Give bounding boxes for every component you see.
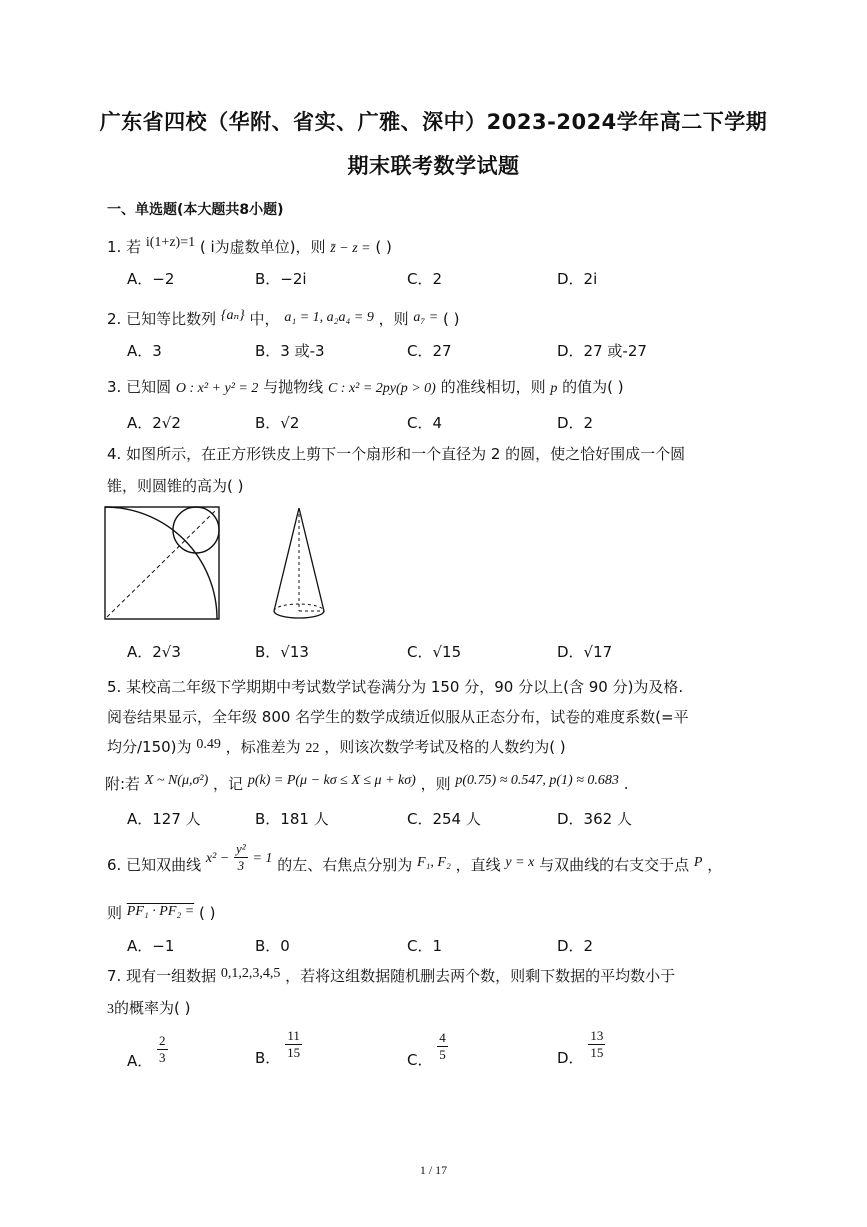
q5-difficulty: 0.49 <box>196 737 221 752</box>
q7-option-a-num: 2 <box>159 1033 166 1048</box>
q3-option-b: B．√2 <box>255 414 300 432</box>
q6-option-b: B．0 <box>255 937 290 955</box>
q1-mid: ( i为虚数单位)，则 <box>199 238 326 256</box>
q6-dot-product: PF₁ · PF₂ = <box>126 904 195 919</box>
q6-eq-pre: x² − <box>205 851 230 866</box>
q7-option-d-label: D． <box>557 1049 584 1067</box>
q7-option-b-label: B． <box>255 1049 281 1067</box>
q1-expr2: z̄ − z = <box>330 241 371 256</box>
question-4-line1: 4. 如图所示，在正方形铁皮上剪下一个扇形和一个直径为 2 的圆，使之恰好围成一个圆 <box>107 445 686 463</box>
q7-option-c-den: 5 <box>439 1047 446 1062</box>
q6-text2: ，直线 <box>455 856 501 874</box>
section-heading: 一、单选题(本大题共8小题) <box>107 202 284 218</box>
q4-option-c: C．√15 <box>407 643 462 661</box>
q4-option-d: D．√17 <box>557 643 613 661</box>
q5-note-dist: X ~ N(μ,σ²) <box>144 773 209 788</box>
q2-text1: 中， <box>249 310 280 328</box>
cone-left-edge <box>274 508 299 611</box>
q2-target: a₇ = <box>413 310 439 325</box>
q2-cond: a₁ = 1, a₂a₄ = 9 <box>284 310 374 325</box>
q6-frac-den: 3 <box>237 858 245 873</box>
cone-figure <box>268 505 330 623</box>
q7-text1: 7. 现有一组数据 <box>107 967 217 985</box>
q6-text1: 的左、右焦点分别为 <box>277 856 413 874</box>
question-7-line2 <box>107 997 190 1018</box>
q2-end: ( ) <box>443 310 460 328</box>
q5-note-period: . <box>623 775 629 793</box>
q5-line3-text-e: ，则该次数学考试及格的人数约为( ) <box>324 738 566 756</box>
question-5-line1: 5. 某校高二年级下学期期中考试数学试卷满分为 150 分，90 分以上(含 90 分)为及格. <box>107 678 684 696</box>
question-6-line2 <box>107 902 215 923</box>
q1-option-a: A．−2 <box>127 270 175 288</box>
q6-eq-post: = 1 <box>252 851 273 866</box>
q7-option-d-num: 13 <box>590 1028 604 1043</box>
sector-arc <box>105 507 217 619</box>
q7-option-c-num: 4 <box>439 1030 446 1045</box>
q6-number: 6. 已知双曲线 <box>107 856 202 874</box>
q2-option-c: C．27 <box>407 342 452 360</box>
q2-number: 2. 已知等比数列 <box>107 310 217 328</box>
page-number: 1 / 17 <box>419 1163 448 1177</box>
q7-option-c-fraction <box>437 1030 448 1063</box>
q3-option-c: C．4 <box>407 414 443 432</box>
q7-option-b-num: 11 <box>285 1028 302 1045</box>
question-6-line1 <box>107 841 723 882</box>
question-2 <box>107 308 460 329</box>
q6-end: ( ) <box>198 904 216 922</box>
q5-note-text-e: ，则 <box>420 775 451 793</box>
q7-option-b-den: 15 <box>287 1045 301 1060</box>
q6-point: P <box>693 855 703 870</box>
q7-text3: 的概率为( ) <box>114 999 191 1017</box>
q7-option-d-fraction <box>588 1028 605 1061</box>
q7-option-a-den: 3 <box>159 1050 166 1065</box>
square-sector-figure <box>103 505 223 621</box>
q7-option-c-label: C． <box>407 1051 433 1069</box>
q3-option-d: D．2 <box>557 414 594 432</box>
cone-right-edge <box>299 508 324 611</box>
q4-option-b: B．√13 <box>255 643 309 661</box>
q1-expr: i(1+z)=1 <box>145 235 196 250</box>
q5-note-text-c: ，记 <box>213 775 244 793</box>
q6-option-c: C．1 <box>407 937 443 955</box>
q7-option-d <box>557 1028 605 1067</box>
q7-data-set: 0,1,2,3,4,5 <box>220 966 281 981</box>
q2-seq: {aₙ} <box>220 308 245 323</box>
exam-title-line1: 广东省四校（华附、省实、广雅、深中）2023-2024学年高二下学期 <box>99 110 768 134</box>
q3-text1: 与抛物线 <box>263 378 324 396</box>
q2-option-b: B．3 或-3 <box>255 342 325 360</box>
q7-option-d-den: 15 <box>590 1045 604 1060</box>
q3-p: p <box>550 381 558 396</box>
q6-frac-num: y² <box>236 841 246 856</box>
q3-text2: 的准线相切，则 <box>440 378 546 396</box>
q5-note-values: p(0.75) ≈ 0.547, p(1) ≈ 0.683 <box>455 773 619 788</box>
q3-end: 的值为( ) <box>562 378 624 396</box>
q6-then: 则 <box>107 904 123 922</box>
q1-number: 1. 若 <box>107 238 142 256</box>
q5-option-a: A．127 人 <box>127 810 201 828</box>
question-4-line2: 锥，则圆锥的高为( ) <box>107 477 244 495</box>
q6-text3: 与双曲线的右支交于点 <box>539 856 690 874</box>
q7-option-b-fraction <box>285 1028 302 1061</box>
question-3 <box>107 376 624 397</box>
question-5-line2: 阅卷结果显示，全年级 800 名学生的数学成绩近似服从正态分布，试卷的难度系数(=平 <box>107 708 689 726</box>
exam-title-line2: 期末联考数学试题 <box>347 154 520 178</box>
question-1 <box>107 236 392 257</box>
q5-note-def: p(k) = P(μ − kσ ≤ X ≤ μ + kσ) <box>247 773 416 788</box>
q4-option-a: A．2√3 <box>127 643 181 661</box>
diagonal-dashed <box>107 509 217 617</box>
q3-circle: O : x² + y² = 2 <box>175 381 259 396</box>
q5-line3-text-a: 均分/150)为 <box>107 738 192 756</box>
q2-option-d: D．27 或-27 <box>557 342 647 360</box>
q1-option-c: C．2 <box>407 270 443 288</box>
q5-option-b: B．181 人 <box>255 810 329 828</box>
q6-foci: F₁, F₂ <box>417 855 451 870</box>
q3-parabola: C : x² = 2py(p > 0) <box>327 381 436 396</box>
q7-option-a-label: A． <box>127 1052 153 1070</box>
q5-line3-text-c: ，标准差为 <box>225 738 301 756</box>
q5-option-d: D．362 人 <box>557 810 632 828</box>
q7-three: 3 <box>107 1002 114 1017</box>
q3-option-a: A．2√2 <box>127 414 181 432</box>
cone-base-front <box>274 611 324 618</box>
q6-line: y = x <box>505 855 535 870</box>
q3-number: 3. 已知圆 <box>107 378 172 396</box>
q1-option-d: D．2i <box>557 270 598 288</box>
q7-option-a-fraction <box>157 1033 168 1066</box>
q6-option-a: A．−1 <box>127 937 175 955</box>
q2-text2: ，则 <box>378 310 409 328</box>
q6-text4: ， <box>707 856 723 874</box>
q7-text2: ，若将这组数据随机删去两个数，则剩下数据的平均数小于 <box>285 967 676 985</box>
q7-option-b <box>255 1028 302 1067</box>
q1-option-b: B．−2i <box>255 270 307 288</box>
q5-note-prefix: 附:若 <box>105 775 141 793</box>
q7-option-a <box>127 1033 168 1070</box>
q6-fraction <box>234 841 248 874</box>
question-7-line1 <box>107 965 675 986</box>
question-5-note <box>105 773 628 794</box>
q5-stddev: 22 <box>305 741 320 756</box>
question-5-line3 <box>107 736 566 757</box>
q6-option-d: D．2 <box>557 937 594 955</box>
q5-option-c: C．254 人 <box>407 810 481 828</box>
q2-option-a: A．3 <box>127 342 162 360</box>
q7-option-c <box>407 1030 448 1069</box>
q1-end: ( ) <box>375 238 392 256</box>
